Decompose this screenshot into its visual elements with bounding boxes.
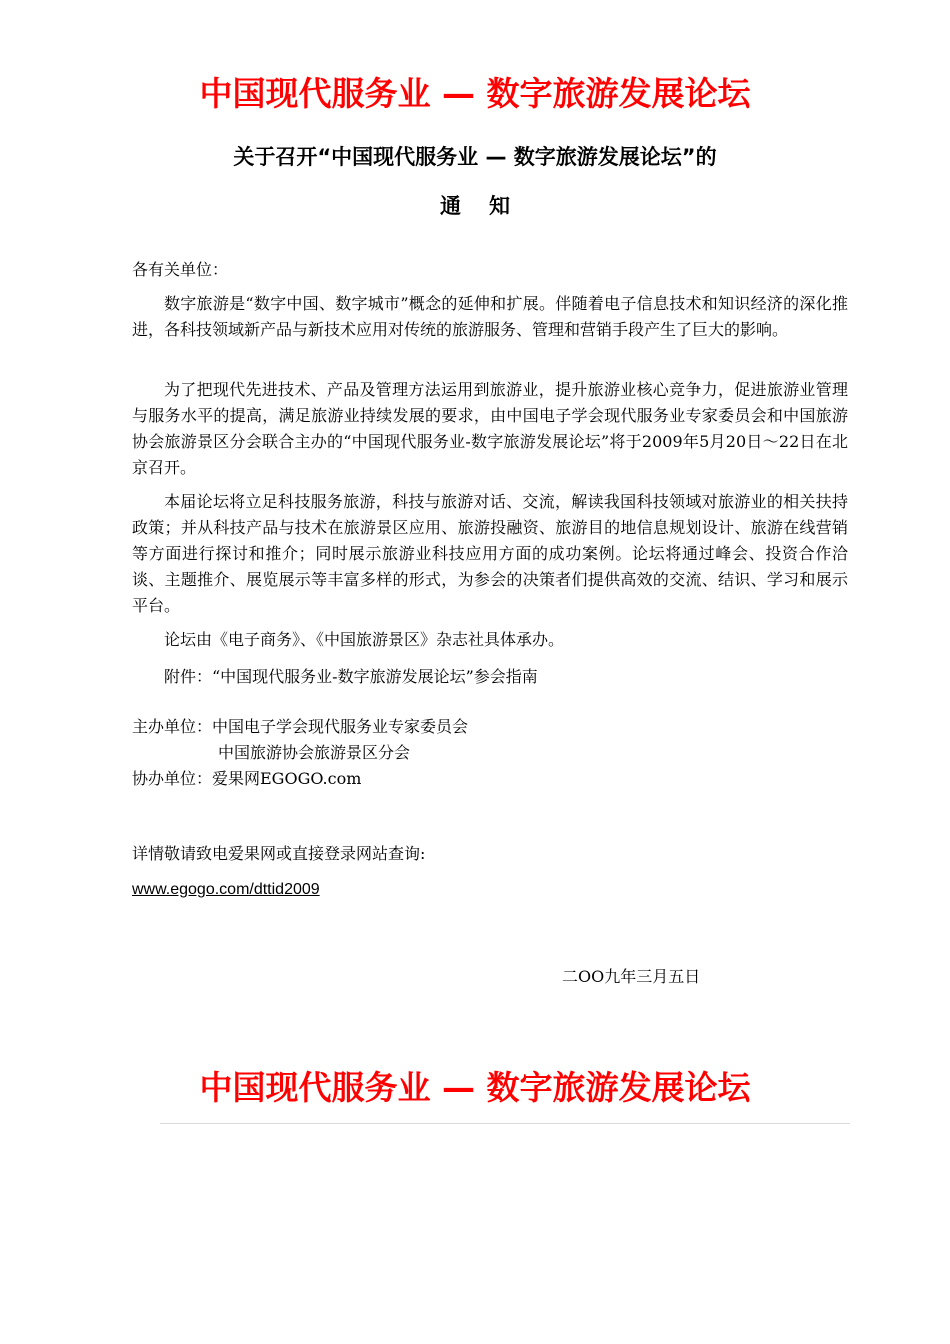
co-host-unit: 协办单位：爱果网EGOGO.com (132, 769, 362, 788)
banner-title-top: 中国现代服务业 — 数字旅游发展论坛 (199, 74, 751, 113)
salutation: 各有关单位： (132, 260, 229, 279)
notice-title: 关于召开“中国现代服务业 — 数字旅游发展论坛”的 (233, 145, 717, 169)
website-link[interactable]: www.egogo.com/dttid2009 (132, 881, 320, 898)
paragraph-content: 本届论坛将立足科技服务旅游，科技与旅游对话、交流，解读我国科技领域对旅游业的相关扶持政策；并从科技产品与技术在旅游景区应用、旅游投融资、旅游目的地信息规划设计、旅游在线营销等方面进行探讨和推介；同时展示旅游业科技应用方面的成功案例。论坛将通过峰会、投资合作洽谈、主题推介、展览展示等丰富多样的形式，为参会的决策者们提供高效的交流、结识、学习和展示平台。 (132, 492, 848, 615)
host-unit-line1: 主办单位：中国电子学会现代服务业专家委员会 (132, 717, 469, 736)
banner-title-bottom: 中国现代服务业 — 数字旅游发展论坛 (199, 1068, 751, 1107)
notice-heading: 通知 (440, 194, 538, 218)
footer-divider (160, 1123, 850, 1124)
contact-text: 详情敬请致电爱果网或直接登录网站查询: (132, 844, 426, 863)
paragraph-organizer: 论坛由《电子商务》、《中国旅游景区》杂志社具体承办。 (164, 630, 565, 649)
host-unit-line2: 中国旅游协会旅游景区分会 (218, 743, 411, 762)
paragraph-attachment: 附件：“中国现代服务业-数字旅游发展论坛”参会指南 (164, 667, 538, 686)
issue-date: 二OO九年三月五日 (562, 967, 701, 986)
paragraph-purpose: 为了把现代先进技术、产品及管理方法运用到旅游业，提升旅游业核心竞争力，促进旅游业管理与服务水平的提高，满足旅游业持续发展的要求，由中国电子学会现代服务业专家委员会和中国旅游协会旅游景区分会联合主办的“中国现代服务业-数字旅游发展论坛”将于2009年5月20日～22日在北京召开。 (132, 380, 848, 477)
paragraph-intro: 数字旅游是“数字中国、数字城市”概念的延伸和扩展。伴随着电子信息技术和知识经济的深化推进，各科技领域新产品与新技术应用对传统的旅游服务、管理和营销手段产生了巨大的影响。 (132, 294, 848, 339)
